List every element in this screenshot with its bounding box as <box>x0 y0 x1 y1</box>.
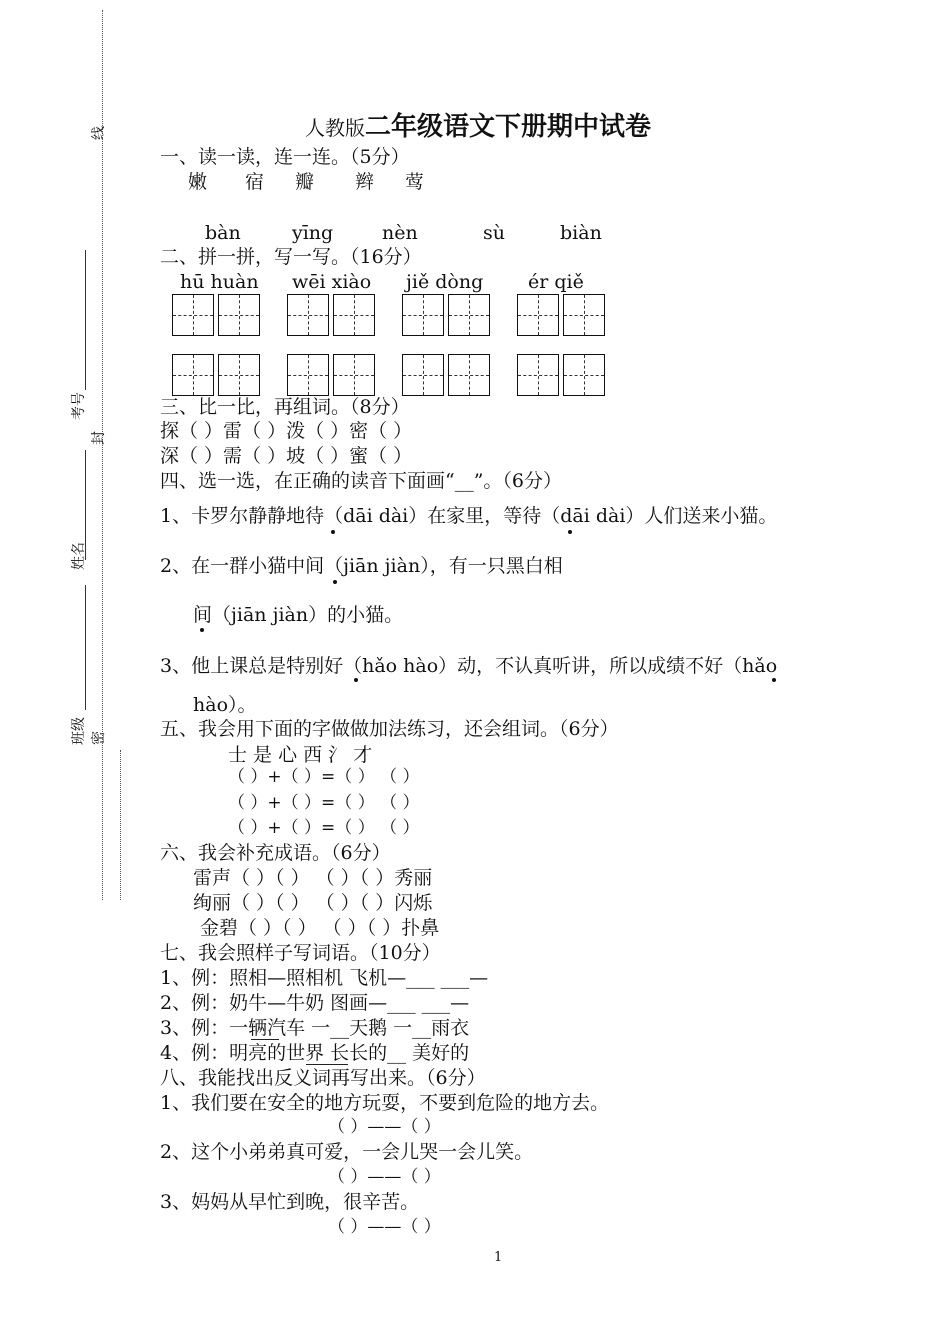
s8-answer-pair: （ ）——（ ） <box>328 1217 441 1237</box>
s4-question-cont: 间（jiān jiàn）的小猫。 <box>193 604 404 626</box>
s4-question-cont: hào）。 <box>193 694 257 716</box>
s4-heading: 四、选一选，在正确的读音下面画“__”。（6分） <box>160 470 563 492</box>
s1-pinyin: biàn <box>560 222 602 244</box>
s5-row: （ ）+（ ）=（ ） （ ） <box>228 793 420 813</box>
writing-cell[interactable] <box>333 294 375 336</box>
binding-line-lower <box>120 750 121 900</box>
emphasis-dot <box>568 530 572 534</box>
title-main: 二年级语文下册期中试卷 <box>365 112 652 142</box>
writing-cell[interactable] <box>448 294 490 336</box>
s3-row: 深（ ）需（ ）坡（ ）蜜（ ） <box>160 445 413 467</box>
margin-secret-label: 密 <box>91 731 107 745</box>
s8-question: 3、妈妈从早忙到晚，很辛苦。 <box>160 1191 420 1213</box>
s2-heading: 二、拼一拼，写一写。（16分） <box>160 246 422 268</box>
writing-cell[interactable] <box>563 354 605 396</box>
writing-cell[interactable] <box>402 354 444 396</box>
emphasis-dot <box>331 530 335 534</box>
exam-no-blank <box>85 250 86 390</box>
s2-pinyin: wēi xiào <box>292 271 372 293</box>
emphasis-dot <box>200 628 204 632</box>
s7-row: 3、例：一辆汽车 一__天鹅 一__雨衣 <box>160 1017 470 1039</box>
binding-line <box>102 10 103 900</box>
writing-cell[interactable] <box>563 294 605 336</box>
margin-seal-label: 封 <box>91 431 107 445</box>
example-underline <box>306 1064 348 1065</box>
s5-row: （ ）+（ ）=（ ） （ ） <box>228 767 420 787</box>
margin-name-label: 姓名 <box>71 542 87 570</box>
s1-pinyin: nèn <box>382 222 418 244</box>
writing-cell[interactable] <box>287 294 329 336</box>
page-number: 1 <box>494 1250 503 1265</box>
s5-heading: 五、我会用下面的字做做加法练习，还会组词。（6分） <box>160 718 619 740</box>
s4-question: 1、卡罗尔静静地待（dāi dài）在家里，等待（dāi dài）人们送来小猫。 <box>160 505 778 527</box>
title-prefix: 人教版 <box>305 116 365 140</box>
s3-row: 探（ ）雷（ ）泼（ ）密（ ） <box>160 420 413 442</box>
writing-cell[interactable] <box>517 354 559 396</box>
s8-heading: 八、我能找出反义词再写出来。（6分） <box>160 1067 486 1089</box>
s1-char: 瓣 <box>295 171 315 193</box>
s7-heading: 七、我会照样子写词语。（10分） <box>160 942 441 964</box>
s6-row: 金碧（ ）（ ） （ ）（ ）扑鼻 <box>200 917 440 939</box>
s1-heading: 一、读一读，连一连。（5分） <box>160 146 410 168</box>
s5-row: （ ）+（ ）=（ ） （ ） <box>228 818 420 838</box>
writing-cell[interactable] <box>402 294 444 336</box>
s2-pinyin: ér qiě <box>528 271 584 293</box>
example-underline <box>251 1039 279 1040</box>
s8-question: 2、这个小弟弟真可爱，一会儿哭一会儿笑。 <box>160 1141 534 1163</box>
emphasis-dot <box>354 678 358 682</box>
writing-cell[interactable] <box>333 354 375 396</box>
margin-line-label: 线 <box>91 126 107 140</box>
writing-cell[interactable] <box>172 294 214 336</box>
writing-cell[interactable] <box>218 354 260 396</box>
s1-char: 莺 <box>405 171 425 193</box>
s7-row: 4、例：明亮的世界 长长的__ 美好的 <box>160 1042 470 1064</box>
s1-pinyin: yīng <box>292 222 334 244</box>
s4-question: 2、在一群小猫中间（jiān jiàn），有一只黑白相 <box>160 555 563 577</box>
emphasis-dot <box>333 580 337 584</box>
s8-question: 1、我们要在安全的地方玩耍，不要到危险的地方去。 <box>160 1092 610 1114</box>
margin-exam-no-label: 考号 <box>71 392 87 420</box>
s4-question: 3、他上课总是特别好（hǎo hào）动，不认真听讲，所以成绩不好（hǎo <box>160 655 778 677</box>
s2-pinyin: jiě dòng <box>406 271 484 293</box>
writing-cell[interactable] <box>218 294 260 336</box>
s1-char: 辫 <box>355 171 375 193</box>
s6-heading: 六、我会补充成语。（6分） <box>160 842 391 864</box>
s8-answer-pair: （ ）——（ ） <box>328 1167 441 1187</box>
name-blank <box>85 450 86 560</box>
s8-answer-pair: （ ）——（ ） <box>328 1117 441 1137</box>
s2-pinyin: hū huàn <box>180 271 259 293</box>
writing-cell[interactable] <box>448 354 490 396</box>
s3-heading: 三、比一比，再组词。（8分） <box>160 396 410 418</box>
s7-row: 1、例：照相—照相机 飞机—___ ___— <box>160 967 489 989</box>
margin-class-label: 班级 <box>71 717 87 745</box>
page-title <box>305 106 651 143</box>
s1-char: 嫩 <box>188 171 208 193</box>
s5-chars: 士 是 心 西 氵 才 <box>228 744 373 766</box>
s7-row: 2、例：奶牛—牛奶 图画—___ ___— <box>160 992 470 1014</box>
writing-cell[interactable] <box>287 354 329 396</box>
s6-row: 绚丽（ ）（ ） （ ）（ ）闪烁 <box>193 892 433 914</box>
emphasis-dot <box>772 678 776 682</box>
writing-cell[interactable] <box>517 294 559 336</box>
s1-pinyin: sù <box>483 222 505 244</box>
s1-char: 宿 <box>245 171 265 193</box>
s1-pinyin: bàn <box>205 222 241 244</box>
class-blank <box>85 585 86 710</box>
s6-row: 雷声（ ）（ ） （ ）（ ）秀丽 <box>193 867 433 889</box>
writing-cell[interactable] <box>172 354 214 396</box>
